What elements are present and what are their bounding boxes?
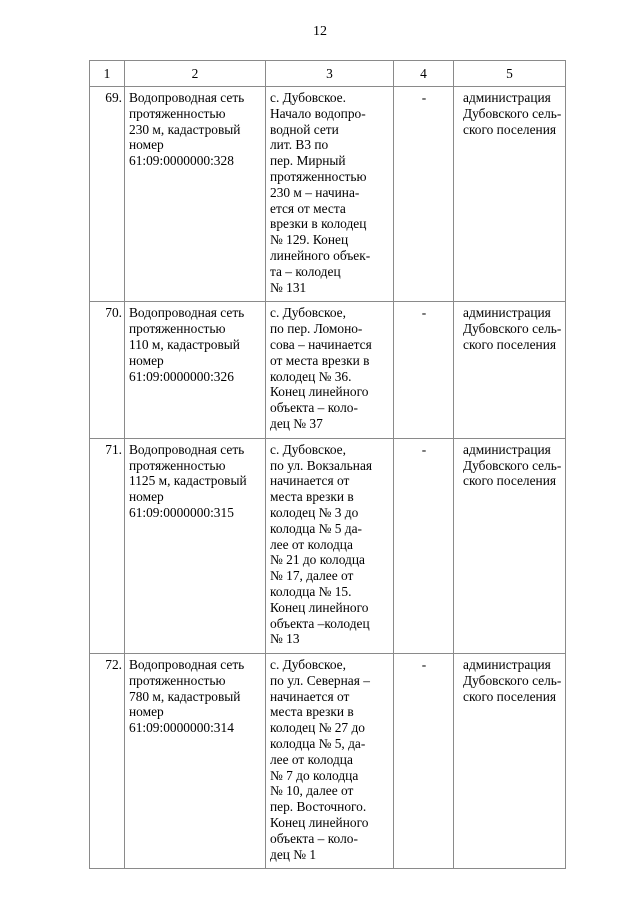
- location-line: с. Дубовское,: [270, 441, 346, 457]
- location-line: 230 м – начина-: [270, 184, 360, 200]
- object-name-line: протяженностью: [129, 321, 226, 337]
- location-line: лее от колодца: [270, 751, 353, 767]
- location-line: дец № 37: [270, 415, 323, 431]
- owner-cell: [454, 654, 566, 869]
- header-cell-3: 3: [266, 61, 394, 87]
- column-4-cell: -: [394, 87, 454, 302]
- object-name-line: 780 м, кадастровый: [129, 688, 241, 704]
- column-4-cell: -: [394, 654, 454, 869]
- location-cell: [266, 302, 394, 438]
- location-line: лее от колодца: [270, 536, 353, 552]
- location-line: № 13: [270, 631, 300, 647]
- column-4-cell: -: [394, 438, 454, 653]
- object-name-cell: [125, 654, 266, 869]
- object-name-line: номер: [129, 489, 164, 505]
- location-line: колодца № 15.: [270, 583, 352, 599]
- location-line: № 10, далее от: [270, 783, 354, 799]
- location-line: колодец № 27 до: [270, 720, 365, 736]
- location-line: от места врезки в: [270, 352, 370, 368]
- location-line: сова – начинается: [270, 336, 372, 352]
- object-name-line: протяженностью: [129, 105, 226, 121]
- location-line: объекта –колодец: [270, 615, 370, 631]
- table-row: [90, 438, 566, 653]
- object-name-line: Водопроводная сеть: [129, 657, 245, 673]
- location-line: колодца № 5, да-: [270, 736, 366, 752]
- row-number-cell: 71.: [90, 438, 125, 653]
- location-line: пер. Восточного.: [270, 799, 367, 815]
- table-row: [90, 654, 566, 869]
- owner-line: ского поселения: [463, 473, 557, 489]
- location-line: с. Дубовское,: [270, 657, 346, 673]
- object-name-line: 61:09:0000000:326: [129, 368, 234, 384]
- object-name-cell: [125, 87, 266, 302]
- table-row: [90, 87, 566, 302]
- location-line: по ул. Вокзальная: [270, 457, 373, 473]
- location-line: с. Дубовское,: [270, 305, 346, 321]
- object-name-line: 61:09:0000000:315: [129, 504, 234, 520]
- object-name-line: номер: [129, 352, 164, 368]
- object-name-line: номер: [129, 704, 164, 720]
- location-line: водной сети: [270, 121, 339, 137]
- location-line: № 21 до колодца: [270, 552, 365, 568]
- owner-line: Дубовского сель-: [463, 457, 562, 473]
- location-cell: [266, 87, 394, 302]
- object-name-line: 61:09:0000000:314: [129, 720, 234, 736]
- location-line: Конец линейного: [270, 384, 369, 400]
- owner-line: администрация: [463, 441, 551, 457]
- location-line: объекта – коло-: [270, 400, 358, 416]
- registry-table: [89, 60, 566, 869]
- row-number-cell: 72.: [90, 654, 125, 869]
- object-name-line: 230 м, кадастровый: [129, 121, 241, 137]
- location-cell: [266, 654, 394, 869]
- owner-line: администрация: [463, 305, 551, 321]
- location-line: лит. В3 по: [270, 137, 329, 153]
- owner-line: ского поселения: [463, 688, 557, 704]
- location-line: Конец линейного: [270, 815, 369, 831]
- object-name-line: протяженностью: [129, 672, 226, 688]
- row-number-cell: 70.: [90, 302, 125, 438]
- location-line: объекта – коло-: [270, 830, 358, 846]
- owner-cell: [454, 438, 566, 653]
- location-line: с. Дубовское.: [270, 90, 346, 105]
- location-line: № 7 до колодца: [270, 767, 359, 783]
- location-line: начинается от: [270, 473, 350, 489]
- location-line: № 131: [270, 279, 307, 295]
- location-line: по пер. Ломоно-: [270, 321, 363, 337]
- location-line: линейного объек-: [270, 247, 371, 263]
- owner-line: администрация: [463, 657, 551, 673]
- object-name-line: Водопроводная сеть: [129, 90, 245, 105]
- location-cell: [266, 438, 394, 653]
- location-line: дец № 1: [270, 846, 317, 862]
- owner-line: Дубовского сель-: [463, 321, 562, 337]
- owner-cell: [454, 302, 566, 438]
- object-name-line: протяженностью: [129, 457, 226, 473]
- object-name-line: 61:09:0000000:328: [129, 153, 234, 169]
- object-name-line: Водопроводная сеть: [129, 305, 245, 321]
- object-name-cell: [125, 302, 266, 438]
- object-name-cell: [125, 438, 266, 653]
- table-header-row: [90, 61, 566, 87]
- location-line: места врезки в: [270, 489, 354, 505]
- location-line: пер. Мирный: [270, 153, 346, 169]
- object-name-line: Водопроводная сеть: [129, 441, 245, 457]
- location-line: № 17, далее от: [270, 568, 354, 584]
- location-line: ется от места: [270, 200, 346, 216]
- header-cell-2: 2: [125, 61, 266, 87]
- column-4-cell: -: [394, 302, 454, 438]
- owner-line: Дубовского сель-: [463, 105, 562, 121]
- location-line: протяженностью: [270, 168, 367, 184]
- page-number: 12: [313, 24, 327, 39]
- location-line: колодец № 36.: [270, 368, 352, 384]
- header-cell-5: 5: [454, 61, 566, 87]
- header-cell-4: 4: [394, 61, 454, 87]
- owner-line: Дубовского сель-: [463, 672, 562, 688]
- owner-line: ского поселения: [463, 336, 557, 352]
- table-row: [90, 302, 566, 438]
- owner-cell: [454, 87, 566, 302]
- location-line: колодца № 5 да-: [270, 520, 362, 536]
- object-name-line: 110 м, кадастровый: [129, 336, 240, 352]
- location-line: Начало водопро-: [270, 105, 366, 121]
- location-line: места врезки в: [270, 704, 354, 720]
- row-number-cell: 69.: [90, 87, 125, 302]
- location-line: по ул. Северная –: [270, 672, 370, 688]
- location-line: врезки в колодец: [270, 216, 367, 232]
- owner-line: ского поселения: [463, 121, 557, 137]
- location-line: № 129. Конец: [270, 232, 349, 248]
- owner-line: администрация: [463, 90, 551, 105]
- header-cell-1: 1: [90, 61, 125, 87]
- object-name-line: 1125 м, кадастровый: [129, 473, 247, 489]
- location-line: та – колодец: [270, 263, 341, 279]
- location-line: колодец № 3 до: [270, 504, 359, 520]
- object-name-line: номер: [129, 137, 164, 153]
- location-line: Конец линейного: [270, 599, 369, 615]
- location-line: начинается от: [270, 688, 350, 704]
